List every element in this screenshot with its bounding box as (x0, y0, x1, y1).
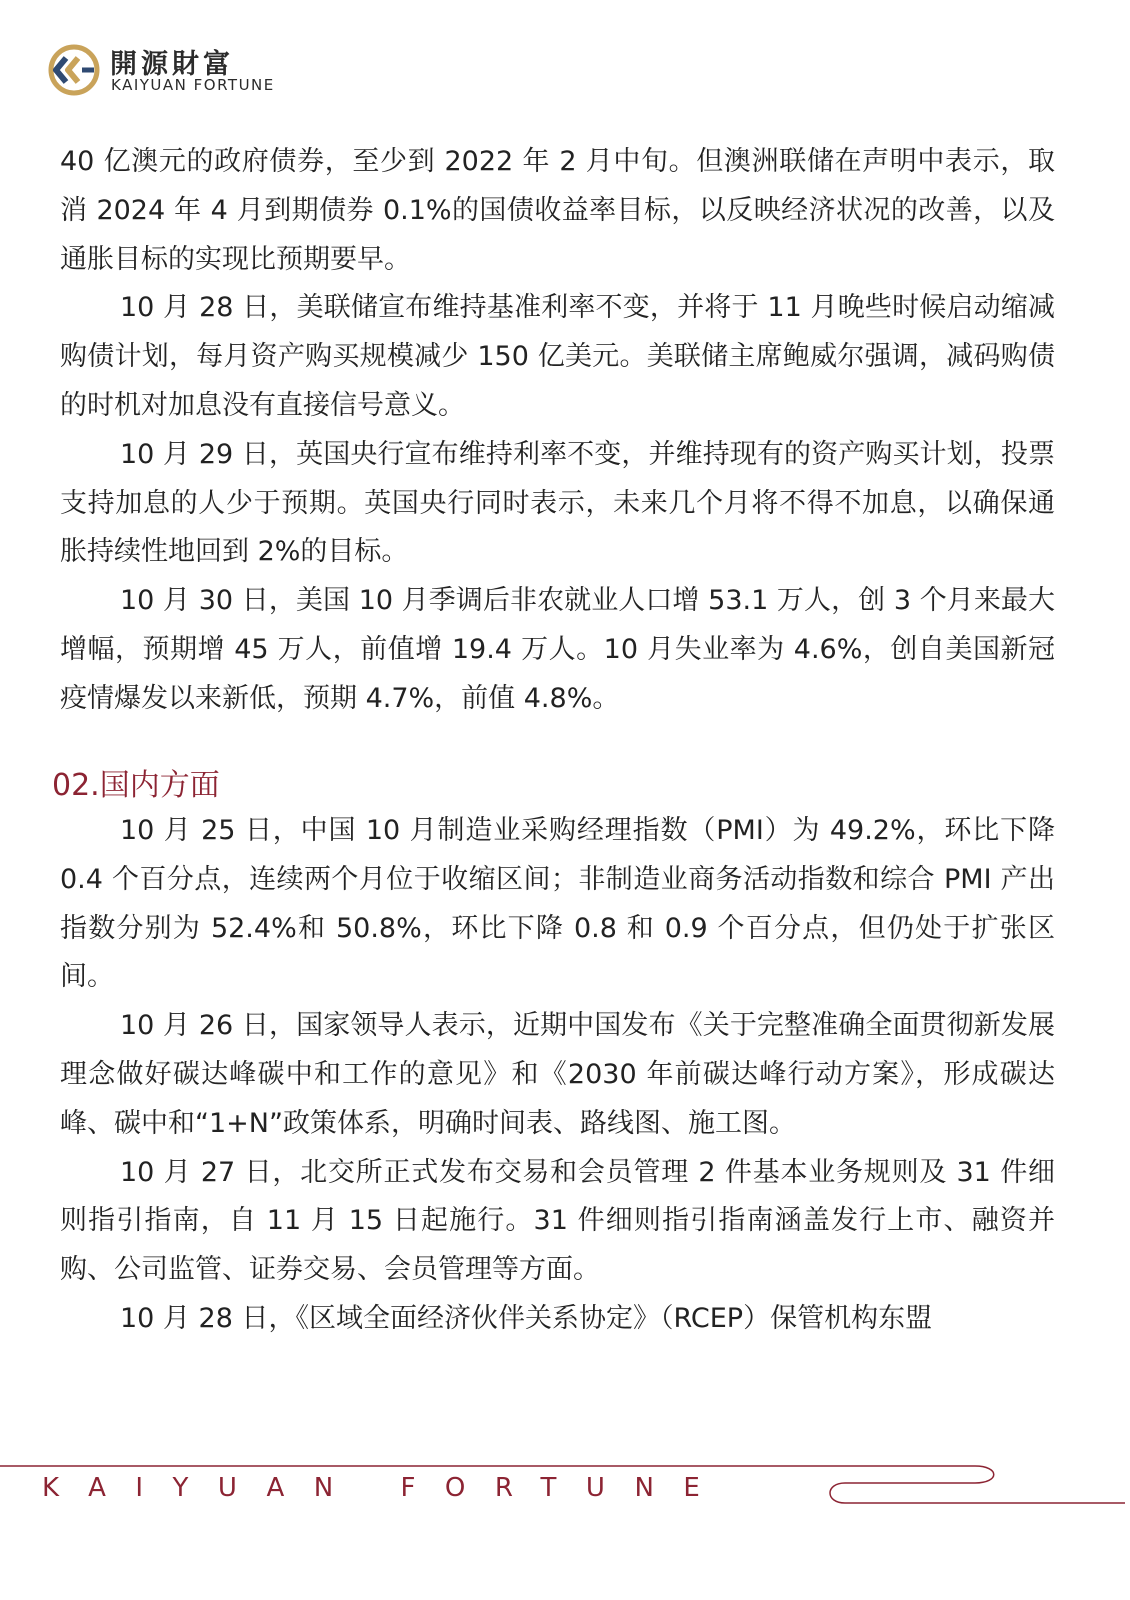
paragraph: 10 月 30 日，美国 10 月季调后非农就业人口增 53.1 万人，创 3 个月来最大增幅，预期增 45 万人，前值增 19.4 万人。10 月失业率为 4.6%，创自美国新冠疫情爆发以来新低，预期 4.7%，前值 4.8%。 (60, 585, 1055, 714)
paragraph: 10 月 25 日，中国 10 月制造业采购经理指数（PMI）为 49.2%，环比下降 0.4 个百分点，连续两个月位于收缩区间；非制造业商务活动指数和综合 PMI 产出指数分别为 52.4%和 50.8%，环比下降 0.8 和 0.9 个百分点，但仍处于扩张区间。 (60, 815, 1055, 993)
body-text-domestic (60, 807, 1055, 1344)
page-footer (0, 1455, 1130, 1535)
paragraph: 10 月 28 日，《区域全面经济伙伴关系协定》（RCEP）保管机构东盟 (120, 1302, 933, 1334)
paragraph: 10 月 26 日，国家领导人表示，近期中国发布《关于完整准确全面贯彻新发展理念做好碳达峰碳中和工作的意见》和《2030 年前碳达峰行动方案》，形成碳达峰、碳中和“1+N”政策体系，明确时间表、路线图、施工图。 (60, 1010, 1055, 1139)
footer-brand-text: KAIYUAN FORTUNE (42, 1473, 730, 1503)
section-title-domestic: 02.国内方面 (52, 768, 220, 803)
paragraph: 10 月 28 日，美联储宣布维持基准利率不变，并将于 11 月晚些时候启动缩减购债计划，每月资产购买规模减少 150 亿美元。美联储主席鲍威尔强调，减码购债的时机对加息没有直接信号意义。 (60, 292, 1055, 421)
paragraph: 10 月 29 日，英国央行宣布维持利率不变，并维持现有的资产购买计划，投票支持加息的人少于预期。英国央行同时表示，未来几个月将不得不加息，以确保通胀持续性地回到 2%的目标。 (60, 438, 1055, 568)
brand-name-cn: 開源財富 (110, 49, 234, 80)
brand-name-en: KAIYUAN FORTUNE (111, 76, 275, 94)
body-text-international (60, 138, 1055, 724)
paragraph: 40 亿澳元的政府债券，至少到 2022 年 2 月中旬。但澳洲联储在声明中表示，取消 2024 年 4 月到期债券 0.1%的国债收益率目标，以反映经济状况的改善，以及通胀目标的实现比预期要早。 (60, 146, 1055, 275)
page-header (48, 40, 368, 100)
kaiyuan-logo-icon (48, 44, 100, 96)
paragraph: 10 月 27 日，北交所正式发布交易和会员管理 2 件基本业务规则及 31 件细则指引指南，自 11 月 15 日起施行。31 件细则指引指南涵盖发行上市、融资并购、公司监管、证券交易、会员管理等方面。 (60, 1156, 1055, 1286)
